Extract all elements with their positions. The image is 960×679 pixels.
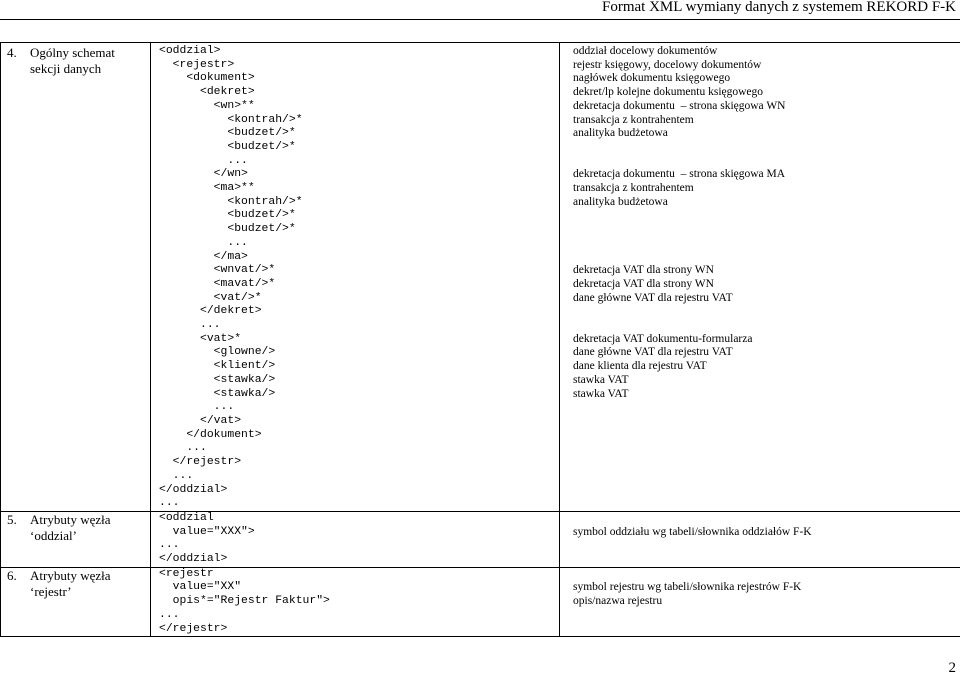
schema-table — [0, 42, 960, 637]
xml-code-line: <wn>** — [159, 99, 255, 112]
description-line: analityka budżetowa — [573, 195, 668, 208]
xml-code-line: <vat/>* — [159, 291, 262, 304]
xml-code-line: <ma>** — [159, 182, 255, 195]
xml-code-line: </rejestr> — [159, 456, 242, 469]
xml-code-line: <oddzial — [159, 511, 214, 524]
description-line — [573, 251, 960, 265]
description-line — [573, 497, 960, 511]
description-line — [573, 470, 960, 484]
description-cell — [560, 43, 960, 512]
xml-code-line: <wnvat/>* — [159, 264, 276, 277]
section-title-line1: Ogólny schemat — [30, 45, 115, 60]
description-line — [573, 209, 960, 223]
section-row — [1, 43, 960, 512]
xml-code-line: </rejestr> — [159, 622, 228, 635]
description-line — [573, 319, 960, 333]
description-line — [573, 237, 960, 251]
description-line: transakcja z kontrahentem — [573, 113, 694, 126]
section-title-line2: ‘rejestr’ — [30, 583, 72, 599]
description-line — [573, 609, 960, 623]
description-line: analityka budżetowa — [573, 127, 668, 140]
xml-code-line: <glowne/> — [159, 346, 276, 359]
xml-code-line: </wn> — [159, 168, 248, 181]
description-line — [573, 155, 960, 169]
section-title-line1: Atrybuty węzła — [30, 511, 111, 527]
description-line: dekretacja VAT dokumentu-formularza — [573, 332, 753, 345]
description-line — [573, 305, 960, 319]
description-line — [573, 429, 960, 443]
description-line — [573, 568, 960, 582]
header-rule — [0, 19, 960, 20]
description-line — [573, 512, 960, 526]
xml-code-line: <dokument> — [159, 72, 255, 85]
description-line: dekretacja dokumentu – strona skięgowa MA — [573, 168, 786, 181]
xml-code-line: value="XX" — [159, 581, 242, 594]
page-number: 2 — [948, 660, 956, 676]
xml-code-line: <vat>* — [159, 332, 242, 345]
xml-code-line: ... — [159, 497, 180, 510]
xml-code-line: </oddzial> — [159, 553, 228, 566]
xml-code-line: ... — [159, 401, 235, 414]
description-line — [573, 442, 960, 456]
section-title-line1: Atrybuty węzła — [30, 567, 111, 583]
xml-code-line: <stawka/> — [159, 387, 276, 400]
xml-code-line: ... — [159, 469, 194, 482]
description-line: oddział docelowy dokumentów — [573, 45, 718, 57]
description-line: stawka VAT — [573, 373, 629, 386]
description-line — [573, 415, 960, 429]
xml-code-line: <rejestr — [159, 567, 214, 580]
description-line: dane główne VAT dla rejestru VAT — [573, 291, 733, 304]
xml-code-line: <dekret> — [159, 86, 255, 99]
xml-code-line: ... — [159, 319, 221, 332]
description-line: nagłówek dokumentu księgowego — [573, 72, 731, 85]
description-line — [573, 539, 960, 553]
xml-schema-cell — [151, 511, 560, 567]
xml-code-line: ... — [159, 442, 207, 455]
xml-code-line: <budzet/>* — [159, 223, 296, 236]
xml-code-line: ... — [159, 539, 180, 552]
section-label-cell — [1, 567, 151, 637]
description-line: opis/nazwa rejestru — [573, 595, 663, 608]
xml-code-line: </oddzial> — [159, 483, 228, 496]
section-title-line2: ‘oddzial’ — [30, 527, 77, 543]
xml-code-line: <budzet/>* — [159, 209, 296, 222]
description-line: dekret/lp kolejne dokumentu księgowego — [573, 86, 764, 99]
xml-code-line: <kontrah/>* — [159, 113, 303, 126]
xml-code-line: <oddzial> — [159, 45, 221, 57]
description-line: transakcja z kontrahentem — [573, 182, 694, 195]
description-line: dekretacja VAT dla strony WN — [573, 264, 714, 277]
xml-code-line: opis*="Rejestr Faktur"> — [159, 595, 330, 608]
xml-code-line: </dekret> — [159, 305, 262, 318]
description-cell — [560, 567, 960, 637]
xml-code-line: <budzet/>* — [159, 127, 296, 140]
section-number: 6. — [7, 567, 17, 583]
document-header-title: Format XML wymiany danych z systemem REKORD F-K — [602, 0, 956, 15]
description-line: symbol oddziału wg tabeli/słownika oddziałów F-K — [573, 525, 812, 538]
xml-code-line: <rejestr> — [159, 58, 235, 71]
xml-code-line: ... — [159, 608, 180, 621]
xml-code-line: <budzet/>* — [159, 140, 296, 153]
xml-code-line: ... — [159, 236, 248, 249]
description-line — [573, 553, 960, 567]
section-title-line2: sekcji danych — [30, 61, 102, 76]
description-line — [573, 223, 960, 237]
xml-schema-cell — [151, 43, 560, 512]
xml-code-line: value="XXX"> — [159, 525, 255, 538]
description-line: dane główne VAT dla rejestru VAT — [573, 346, 733, 359]
xml-code-line: <kontrah/>* — [159, 195, 303, 208]
xml-code-line: ... — [159, 154, 248, 167]
description-line: stawka VAT — [573, 387, 629, 400]
section-number: 5. — [7, 511, 17, 527]
xml-code-line: <klient/> — [159, 360, 276, 373]
description-line — [573, 141, 960, 155]
xml-code-line: </vat> — [159, 414, 242, 427]
description-line: dekretacja dokumentu – strona skięgowa WN — [573, 99, 786, 112]
description-line: dekretacja VAT dla strony WN — [573, 277, 714, 290]
description-line — [573, 456, 960, 470]
description-line: symbol rejestru wg tabeli/słownika rejestrów F-K — [573, 581, 802, 594]
xml-code-line: <mavat/>* — [159, 277, 276, 290]
description-line: rejestr księgowy, docelowy dokumentów — [573, 58, 762, 71]
description-cell — [560, 511, 960, 567]
description-line — [573, 401, 960, 415]
description-line: dane klienta dla rejestru VAT — [573, 360, 707, 373]
xml-code-line: </ma> — [159, 250, 248, 263]
xml-code-line: <stawka/> — [159, 373, 276, 386]
xml-schema-cell — [151, 567, 560, 637]
section-label-cell — [1, 43, 151, 512]
section-row — [1, 511, 960, 567]
xml-code-line: </dokument> — [159, 428, 262, 441]
section-label-cell — [1, 511, 151, 567]
section-number: 4. — [7, 45, 17, 60]
section-row — [1, 567, 960, 637]
description-line — [573, 484, 960, 498]
description-line — [573, 623, 960, 637]
